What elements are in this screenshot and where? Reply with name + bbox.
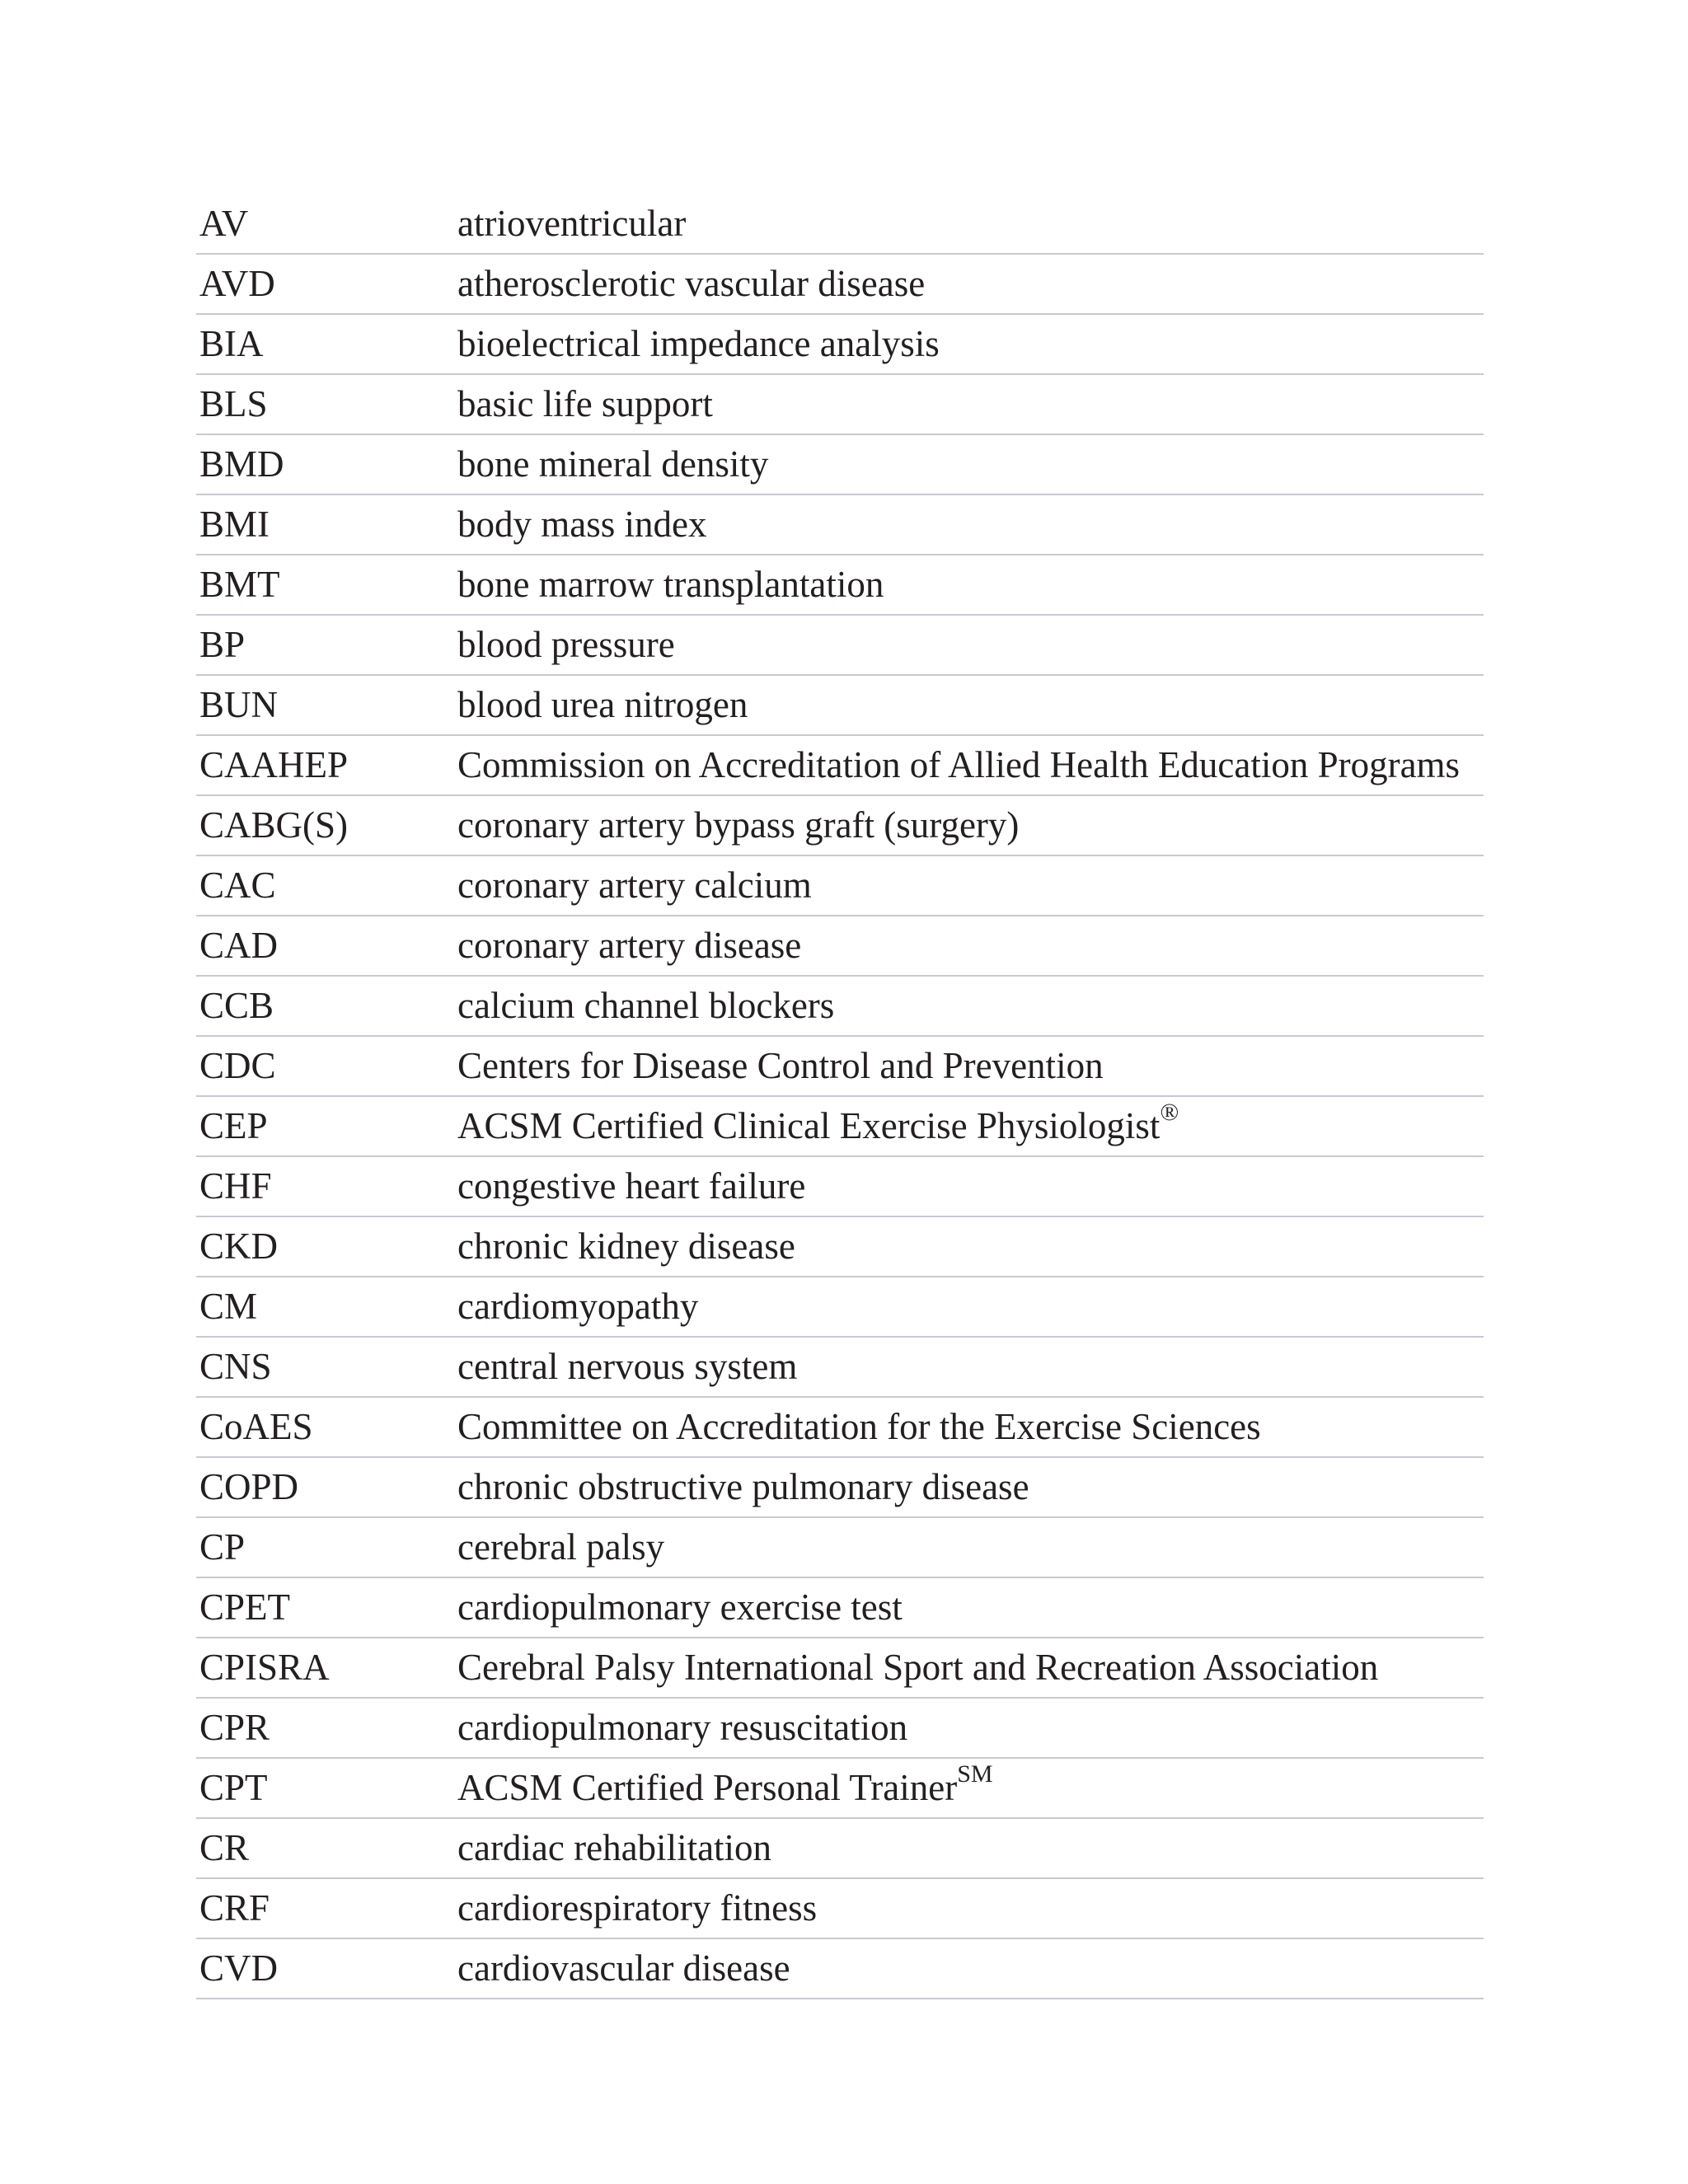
- definition: [457, 1220, 1484, 1272]
- abbreviation: CM: [199, 1286, 258, 1327]
- abbreviation-row: [196, 977, 1484, 1037]
- abbreviation: CAD: [199, 925, 279, 966]
- definition: [457, 498, 1484, 551]
- abbreviation-row: [196, 616, 1484, 676]
- definition-text: chronic kidney disease: [457, 1226, 795, 1267]
- abbreviation: BMT: [199, 564, 280, 605]
- abbreviation: COPD: [199, 1466, 299, 1507]
- abbreviation-row: [196, 1458, 1484, 1518]
- abbreviation-row: [196, 1518, 1484, 1578]
- abbreviation-row: [196, 255, 1484, 315]
- abbreviation-row: [196, 315, 1484, 375]
- definition: [457, 197, 1484, 250]
- definition-text: chronic obstructive pulmonary disease: [457, 1466, 1029, 1507]
- definition: [457, 1400, 1484, 1453]
- definition: [457, 919, 1484, 972]
- definition-text: Committee on Accreditation for the Exercise Sciences: [457, 1406, 1261, 1447]
- definition-text: atherosclerotic vascular disease: [457, 263, 926, 304]
- abbreviation: BP: [199, 624, 246, 665]
- abbreviation: CAAHEP: [199, 744, 349, 785]
- definition-text: cardiopulmonary exercise test: [457, 1586, 903, 1628]
- abbreviation-row: [196, 856, 1484, 916]
- definition: [457, 859, 1484, 912]
- abbreviation-list: [196, 194, 1484, 1999]
- abbreviation-row: [196, 1097, 1484, 1157]
- definition: [457, 1641, 1484, 1694]
- definition-text: bone marrow transplantation: [457, 564, 884, 605]
- definition-text: blood pressure: [457, 624, 675, 665]
- service-mark: SM: [957, 1760, 993, 1788]
- registered-mark: ®: [1160, 1099, 1179, 1126]
- definition: [457, 1821, 1484, 1874]
- abbreviation: CR: [199, 1827, 250, 1868]
- abbreviation: BIA: [199, 323, 264, 364]
- definition-text: Centers for Disease Control and Prevention: [457, 1045, 1104, 1086]
- abbreviation: AVD: [199, 263, 275, 304]
- definition-text: coronary artery calcium: [457, 865, 812, 906]
- abbreviation: CEP: [199, 1105, 268, 1146]
- abbreviation-row: [196, 1037, 1484, 1097]
- definition-text: central nervous system: [457, 1346, 798, 1387]
- definition: [457, 1340, 1484, 1393]
- abbreviation: CPT: [199, 1767, 268, 1808]
- abbreviation: CNS: [199, 1346, 272, 1387]
- definition: [457, 1942, 1484, 1994]
- abbreviation-row: [196, 1879, 1484, 1939]
- abbreviation: BUN: [199, 684, 279, 725]
- abbreviation-row: [196, 1819, 1484, 1879]
- definition: [457, 1521, 1484, 1573]
- definition: [457, 1099, 1484, 1152]
- abbreviation-row: [196, 736, 1484, 796]
- definition-text: cardiomyopathy: [457, 1286, 699, 1327]
- definition-text: body mass index: [457, 504, 707, 545]
- definition: [457, 1882, 1484, 1934]
- abbreviation-row: [196, 1277, 1484, 1338]
- definition: [457, 257, 1484, 310]
- definition: [457, 678, 1484, 731]
- abbreviation-row: [196, 435, 1484, 495]
- abbreviation-row: [196, 916, 1484, 977]
- definition-text: cerebral palsy: [457, 1526, 665, 1568]
- definition: [457, 558, 1484, 611]
- abbreviation: CPR: [199, 1707, 270, 1748]
- definition: [457, 377, 1484, 430]
- definition: [457, 1581, 1484, 1633]
- definition: [457, 1460, 1484, 1513]
- definition-text: ACSM Certified Clinical Exercise Physiologist: [457, 1105, 1160, 1146]
- abbreviation-row: [196, 495, 1484, 555]
- abbreviation-row: [196, 1939, 1484, 1999]
- definition-text: cardiac rehabilitation: [457, 1827, 772, 1868]
- definition-text: Cerebral Palsy International Sport and Recreation Association: [457, 1647, 1379, 1688]
- abbreviation: CABG(S): [199, 804, 349, 846]
- definition: [457, 1160, 1484, 1212]
- abbreviation: CRF: [199, 1887, 270, 1929]
- definition-text: basic life support: [457, 383, 713, 424]
- definition: [457, 317, 1484, 370]
- abbreviation-row: [196, 676, 1484, 736]
- abbreviation: CP: [199, 1526, 246, 1568]
- definition-text: bone mineral density: [457, 443, 769, 485]
- abbreviation: BLS: [199, 383, 268, 424]
- abbreviation: CPET: [199, 1586, 291, 1628]
- abbreviation: AV: [199, 203, 249, 244]
- definition-text: cardiorespiratory fitness: [457, 1887, 818, 1929]
- abbreviation-row: [196, 1157, 1484, 1217]
- definition: [457, 618, 1484, 671]
- definition-text: bioelectrical impedance analysis: [457, 323, 940, 364]
- definition-text: cardiovascular disease: [457, 1947, 790, 1989]
- abbreviation: BMD: [199, 443, 284, 485]
- definition-text: blood urea nitrogen: [457, 684, 748, 725]
- abbreviation-row: [196, 194, 1484, 255]
- definition: [457, 979, 1484, 1032]
- abbreviation-row: [196, 796, 1484, 856]
- definition: [457, 1039, 1484, 1092]
- definition: [457, 1280, 1484, 1333]
- abbreviation-row: [196, 1699, 1484, 1759]
- definition: [457, 738, 1484, 791]
- abbreviation-row: [196, 1338, 1484, 1398]
- abbreviation: CHF: [199, 1165, 272, 1207]
- abbreviation: CoAES: [199, 1406, 313, 1447]
- abbreviation: CDC: [199, 1045, 276, 1086]
- abbreviation: CCB: [199, 985, 274, 1026]
- definition-text: atrioventricular: [457, 203, 687, 244]
- definition-text: ACSM Certified Personal Trainer: [457, 1767, 958, 1808]
- definition: [457, 799, 1484, 851]
- abbreviation: CVD: [199, 1947, 279, 1989]
- abbreviation-row: [196, 1638, 1484, 1699]
- definition: [457, 1761, 1484, 1814]
- abbreviation-row: [196, 1759, 1484, 1819]
- definition: [457, 438, 1484, 490]
- abbreviation-row: [196, 1398, 1484, 1458]
- definition-text: congestive heart failure: [457, 1165, 806, 1207]
- abbreviation: CPISRA: [199, 1647, 330, 1688]
- abbreviation-row: [196, 375, 1484, 435]
- definition: [457, 1701, 1484, 1754]
- definition-text: coronary artery disease: [457, 925, 802, 966]
- abbreviation-row: [196, 1578, 1484, 1638]
- abbreviation: CAC: [199, 865, 276, 906]
- abbreviation: BMI: [199, 504, 270, 545]
- abbreviation-row: [196, 555, 1484, 616]
- definition-text: calcium channel blockers: [457, 985, 835, 1026]
- definition-text: Commission on Accreditation of Allied Health Education Programs: [457, 744, 1461, 785]
- definition-text: cardiopulmonary resuscitation: [457, 1707, 908, 1748]
- abbreviation: CKD: [199, 1226, 279, 1267]
- definition-text: coronary artery bypass graft (surgery): [457, 804, 1020, 846]
- abbreviation-row: [196, 1217, 1484, 1277]
